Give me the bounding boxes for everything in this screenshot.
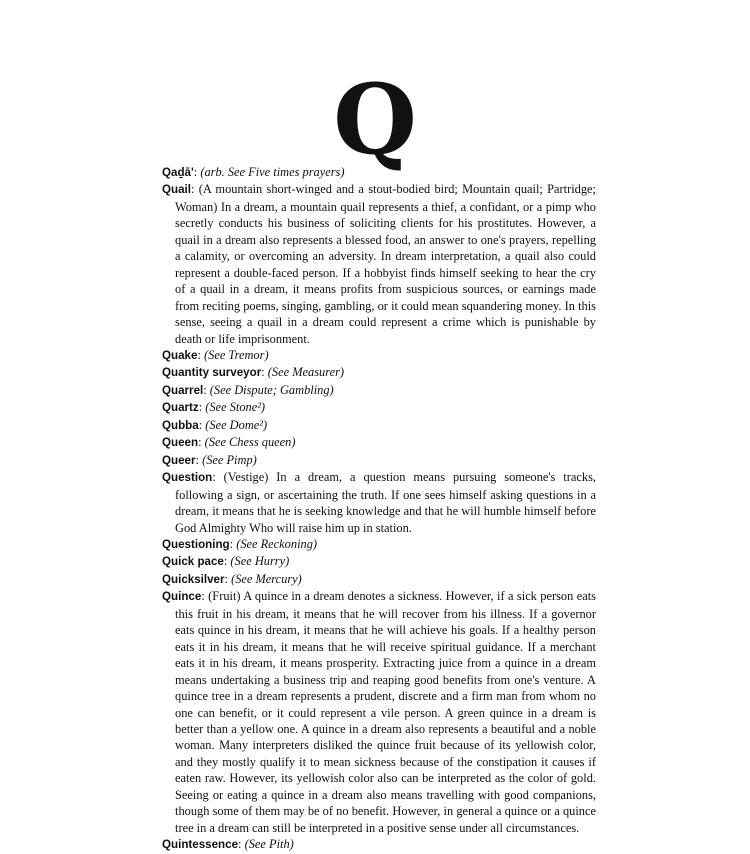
entry-headword: Quicksilver bbox=[162, 572, 225, 586]
entry-colon: : bbox=[203, 382, 210, 397]
entry-headword: Queer bbox=[162, 453, 196, 467]
entry-colon: : bbox=[261, 365, 268, 380]
entry-headword: Quail bbox=[162, 183, 191, 197]
entry-colon: : bbox=[224, 571, 232, 586]
entry-colon: : bbox=[201, 589, 209, 604]
entry-queer bbox=[162, 452, 596, 469]
entry-colon: : bbox=[198, 400, 206, 415]
entry-headword: Questioning bbox=[162, 537, 230, 551]
entry-quail bbox=[162, 181, 596, 347]
entry-text: (Fruit) A quince in a dream denotes a sickness. However, if a sick person eats this fruit in his dream, it means that he will recover from his illness. If a governor eats quince in his dream, it means that he will achieve his goals. If a healthy person eats it in his dream, it means that he will receive spiritual guidance. If a merchant eats it in his dream, it means prosperity. Extracting juice from a quince in a dream means undertaking a business trip and reaping good benefits from one's venture. A quince tree in a dream represents a prudent, discrete and a firm man from whom no one can benefit, or it could represent a vile person. A green quince in a dream is better than a yellow one. A quince in a dream also represents a beautiful and a noble woman. Many interpreters disliked the quince fruit because of its yellowish color, and they mostly qualify it to mean sickness because of the constipation it causes if eaten raw. However, its yellowish color also can be interpreted as the color of gold. Seeing or eating a quince in a dream also means travelling with good companions, though some of them may be of no benefit. However, in general a quince or a quince tree in a dream can still be interpreted in a positive sense under all circumstances. bbox=[175, 589, 596, 835]
entry-headword: Quick pace bbox=[162, 555, 224, 569]
entry-colon: : bbox=[191, 182, 199, 197]
entry-quick-pace bbox=[162, 553, 596, 570]
entry-colon: : bbox=[238, 837, 245, 852]
entry-reference: (See Pith) bbox=[244, 837, 294, 852]
entry-reference: (See Dispute; Gambling) bbox=[209, 382, 334, 397]
entry-quarrel bbox=[162, 382, 596, 399]
entry-headword: Quince bbox=[162, 590, 202, 604]
entry-question bbox=[162, 469, 596, 536]
entry-reference: (See Hurry) bbox=[230, 554, 290, 569]
entry-colon: : bbox=[195, 452, 203, 467]
entry-headword: Quantity surveyor bbox=[162, 366, 262, 380]
entry-questioning bbox=[162, 536, 596, 553]
entry-reference: (See Pimp) bbox=[202, 452, 257, 467]
entry-reference: (See Tremor) bbox=[204, 347, 269, 362]
entry-qada bbox=[162, 164, 596, 181]
entry-headword: Quintessence bbox=[162, 838, 239, 852]
entry-colon: : bbox=[198, 417, 206, 432]
entry-queen bbox=[162, 434, 596, 451]
entry-quartz bbox=[162, 399, 596, 416]
entry-headword: Quarrel bbox=[162, 383, 204, 397]
entry-text: (A mountain short-winged and a stout-bodied bird; Mountain quail; Partridge; Woman) In a dream, a mountain quail represents a thief, a confidant, or a pimp who secretly conducts his business of soliciting clients for his prostitutes. However, a quail in a dream also represents a blessed food, an answer to one's prayers, repelling a calamity, or overcoming an adversity. In dream interpretation, a quail also could represent a double-faced person. If a hobbyist finds himself seeking to hear the cry of a quail in a dream, it means profits from suspicious sources, or earnings made from reciting poems, singing, gambling, or it could mean squandering money. In this sense, seeing a quail in a dream could represent a crime which is punishable by death or life imprisonment. bbox=[175, 182, 596, 346]
entry-colon: : bbox=[197, 347, 204, 362]
entry-quake bbox=[162, 347, 596, 364]
entry-colon: : bbox=[193, 165, 201, 179]
entry-quintessence bbox=[162, 836, 596, 853]
entry-headword: Quake bbox=[162, 348, 198, 362]
entry-reference: (arb. See Five times prayers) bbox=[200, 165, 345, 179]
entry-list bbox=[162, 164, 596, 854]
entry-headword: Queen bbox=[162, 436, 199, 450]
entry-reference: (See Measurer) bbox=[267, 365, 345, 380]
section-letter: Q bbox=[333, 63, 417, 176]
entry-quince bbox=[162, 588, 596, 836]
entry-headword: Question bbox=[162, 471, 213, 485]
entry-colon: : bbox=[229, 536, 237, 551]
entry-qubba bbox=[162, 417, 596, 434]
entry-reference: (See Chess queen) bbox=[204, 435, 296, 450]
entry-quantity-surveyor bbox=[162, 364, 596, 381]
entry-colon: : bbox=[198, 435, 205, 450]
entry-reference: (See Dome²) bbox=[205, 417, 268, 432]
entry-reference: (See Mercury) bbox=[231, 571, 302, 586]
entry-reference: (See Reckoning) bbox=[236, 536, 318, 551]
entry-headword: Qubba bbox=[162, 418, 199, 432]
entry-headword: Quartz bbox=[162, 401, 199, 415]
entry-reference: (See Stone²) bbox=[205, 400, 266, 415]
entry-text: (Vestige) In a dream, a question means pursuing someone's tracks, following a sign, or ascertaining the truth. If one sees himself asking questions in a dream, it means that he is seeking knowledge and that he will humble himself before God Almighty Who will raise him up in station. bbox=[175, 470, 596, 535]
entry-colon: : bbox=[212, 470, 224, 485]
entry-quicksilver bbox=[162, 571, 596, 588]
entry-colon: : bbox=[223, 554, 231, 569]
entry-headword: Qaḏā' bbox=[162, 166, 194, 179]
